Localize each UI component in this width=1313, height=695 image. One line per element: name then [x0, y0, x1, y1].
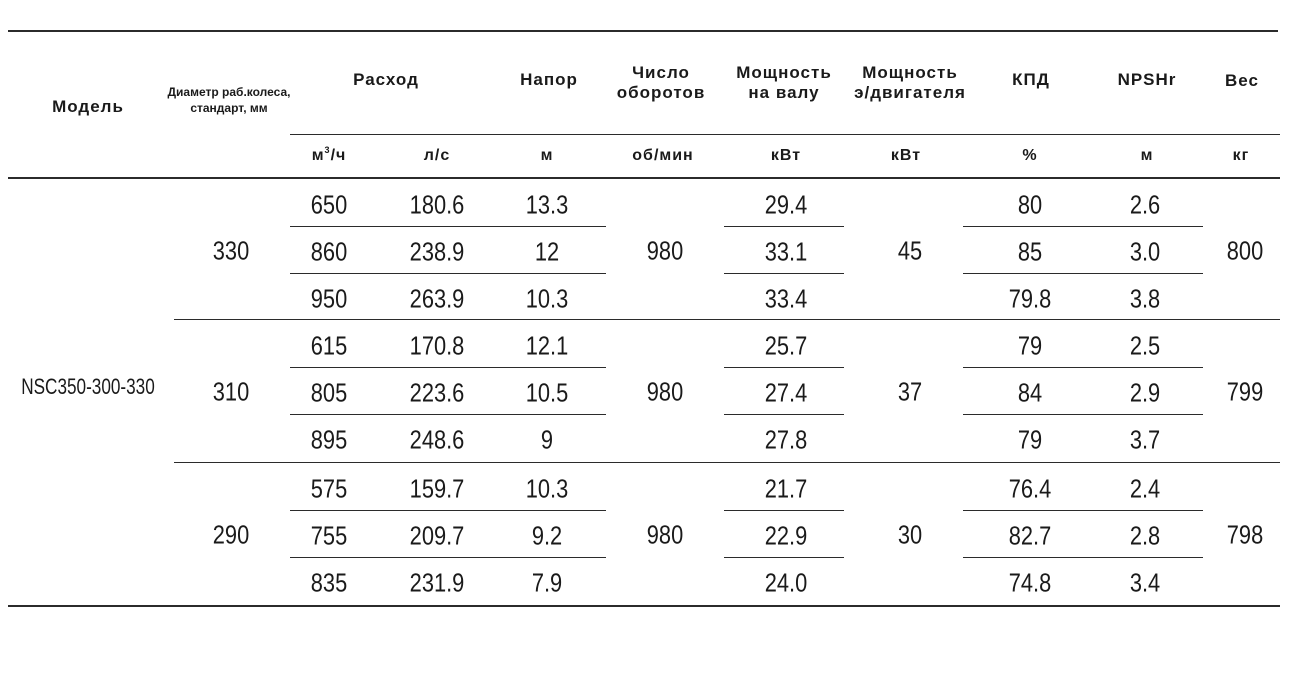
- unit-shaft-power: кВт: [770, 147, 802, 164]
- flow-m3h-cell: 835: [310, 567, 348, 597]
- flow-m3h-cell: 575: [310, 473, 348, 503]
- header-speed: [617, 63, 706, 103]
- row-divider: [963, 510, 1203, 511]
- row-divider: [290, 557, 606, 558]
- group-divider: [174, 319, 1280, 320]
- header-diameter: [168, 84, 291, 116]
- row-divider: [963, 557, 1203, 558]
- npshr-cell: 2.6: [1129, 189, 1161, 219]
- header-bottom-rule: [8, 177, 1280, 179]
- shaft-power-cell: 27.4: [764, 377, 808, 407]
- shaft-power-cell: 29.4: [764, 189, 808, 219]
- impeller-diameter: 290: [212, 519, 250, 549]
- head-cell: 9: [540, 424, 554, 454]
- model-name: NSC350-300-330: [21, 374, 155, 399]
- header-npshr: NPSHr: [1117, 70, 1177, 89]
- unit-efficiency: %: [1022, 147, 1038, 164]
- group-divider: [174, 462, 1280, 463]
- impeller-diameter: 330: [212, 235, 250, 265]
- header-flow: Расход: [353, 70, 419, 89]
- impeller-diameter: 310: [212, 376, 250, 406]
- header-head: Напор: [520, 70, 578, 89]
- shaft-power-cell: 33.1: [764, 236, 808, 266]
- shaft-power-cell: 22.9: [764, 520, 808, 550]
- npshr-cell: 2.9: [1129, 377, 1161, 407]
- flow-ls-cell: 159.7: [409, 473, 465, 503]
- table-top-rule: [8, 30, 1278, 32]
- pump-weight: 800: [1226, 235, 1264, 265]
- header-diameter-line1: Диаметр раб.колеса,: [167, 85, 291, 99]
- header-diameter-line2: стандарт, мм: [190, 101, 268, 115]
- header-weight: Вес: [1225, 71, 1259, 90]
- header-shaft-power-line2: на валу: [748, 83, 820, 102]
- unit-flow-ls: л/с: [423, 147, 451, 164]
- pump-weight: 798: [1226, 519, 1264, 549]
- head-cell: 13.3: [525, 189, 569, 219]
- shaft-power-cell: 25.7: [764, 330, 808, 360]
- row-divider: [290, 226, 606, 227]
- npshr-cell: 2.4: [1129, 473, 1161, 503]
- shaft-power-cell: 24.0: [764, 567, 808, 597]
- unit-head: м: [540, 147, 554, 164]
- row-divider: [290, 273, 606, 274]
- row-divider: [290, 510, 606, 511]
- row-divider: [963, 367, 1203, 368]
- header-model: Модель: [52, 97, 124, 116]
- flow-ls-cell: 248.6: [409, 424, 465, 454]
- npshr-cell: 3.0: [1129, 236, 1161, 266]
- flow-m3h-cell: 615: [310, 330, 348, 360]
- motor-power: 30: [897, 519, 923, 549]
- head-cell: 12.1: [525, 330, 569, 360]
- header-unit-rule: [290, 134, 1280, 135]
- efficiency-cell: 79.8: [1008, 283, 1052, 313]
- unit-flow-m3h: $м^3/ч$: [311, 145, 347, 164]
- shaft-power-cell: 21.7: [764, 473, 808, 503]
- efficiency-cell: 76.4: [1008, 473, 1052, 503]
- row-divider: [724, 226, 844, 227]
- efficiency-cell: 74.8: [1008, 567, 1052, 597]
- shaft-power-cell: 33.4: [764, 283, 808, 313]
- unit-weight: кг: [1232, 147, 1250, 164]
- rotation-speed: 980: [646, 519, 684, 549]
- pump-weight: 799: [1226, 376, 1264, 406]
- flow-m3h-cell: 755: [310, 520, 348, 550]
- row-divider: [963, 226, 1203, 227]
- flow-ls-cell: 209.7: [409, 520, 465, 550]
- npshr-cell: 2.8: [1129, 520, 1161, 550]
- head-cell: 9.2: [531, 520, 563, 550]
- flow-ls-cell: 231.9: [409, 567, 465, 597]
- unit-motor-power: кВт: [890, 147, 922, 164]
- npshr-cell: 3.8: [1129, 283, 1161, 313]
- row-divider: [963, 273, 1203, 274]
- unit-speed: об/мин: [632, 147, 694, 164]
- header-speed-line1: Число: [632, 63, 690, 82]
- efficiency-cell: 82.7: [1008, 520, 1052, 550]
- header-motor-power: [854, 63, 966, 103]
- header-efficiency: КПД: [1012, 70, 1050, 89]
- flow-ls-cell: 238.9: [409, 236, 465, 266]
- rotation-speed: 980: [646, 376, 684, 406]
- npshr-cell: 3.4: [1129, 567, 1161, 597]
- row-divider: [724, 273, 844, 274]
- flow-ls-cell: 223.6: [409, 377, 465, 407]
- header-motor-power-line2: э/двигателя: [854, 83, 966, 102]
- efficiency-cell: 79: [1017, 330, 1043, 360]
- head-cell: 7.9: [531, 567, 563, 597]
- flow-m3h-cell: 805: [310, 377, 348, 407]
- row-divider: [724, 510, 844, 511]
- unit-npshr: м: [1140, 147, 1154, 164]
- row-divider: [724, 557, 844, 558]
- flow-ls-cell: 263.9: [409, 283, 465, 313]
- header-shaft-power: [736, 63, 832, 103]
- npshr-cell: 2.5: [1129, 330, 1161, 360]
- efficiency-cell: 84: [1017, 377, 1043, 407]
- row-divider: [290, 367, 606, 368]
- flow-m3h-cell: 895: [310, 424, 348, 454]
- header-shaft-power-line1: Мощность: [736, 63, 832, 82]
- motor-power: 37: [897, 376, 923, 406]
- efficiency-cell: 85: [1017, 236, 1043, 266]
- head-cell: 10.3: [525, 473, 569, 503]
- head-cell: 10.3: [525, 283, 569, 313]
- header-speed-line2: оборотов: [616, 83, 706, 102]
- motor-power: 45: [897, 235, 923, 265]
- head-cell: 10.5: [525, 377, 569, 407]
- rotation-speed: 980: [646, 235, 684, 265]
- flow-ls-cell: 180.6: [409, 189, 465, 219]
- row-divider: [724, 414, 844, 415]
- shaft-power-cell: 27.8: [764, 424, 808, 454]
- flow-m3h-cell: 650: [310, 189, 348, 219]
- flow-m3h-cell: 860: [310, 236, 348, 266]
- row-divider: [724, 367, 844, 368]
- head-cell: 12: [534, 236, 560, 266]
- efficiency-cell: 79: [1017, 424, 1043, 454]
- header-motor-power-line1: Мощность: [862, 63, 958, 82]
- row-divider: [290, 414, 606, 415]
- npshr-cell: 3.7: [1129, 424, 1161, 454]
- flow-m3h-cell: 950: [310, 283, 348, 313]
- table-bottom-rule: [8, 605, 1280, 607]
- efficiency-cell: 80: [1017, 189, 1043, 219]
- flow-ls-cell: 170.8: [409, 330, 465, 360]
- row-divider: [963, 414, 1203, 415]
